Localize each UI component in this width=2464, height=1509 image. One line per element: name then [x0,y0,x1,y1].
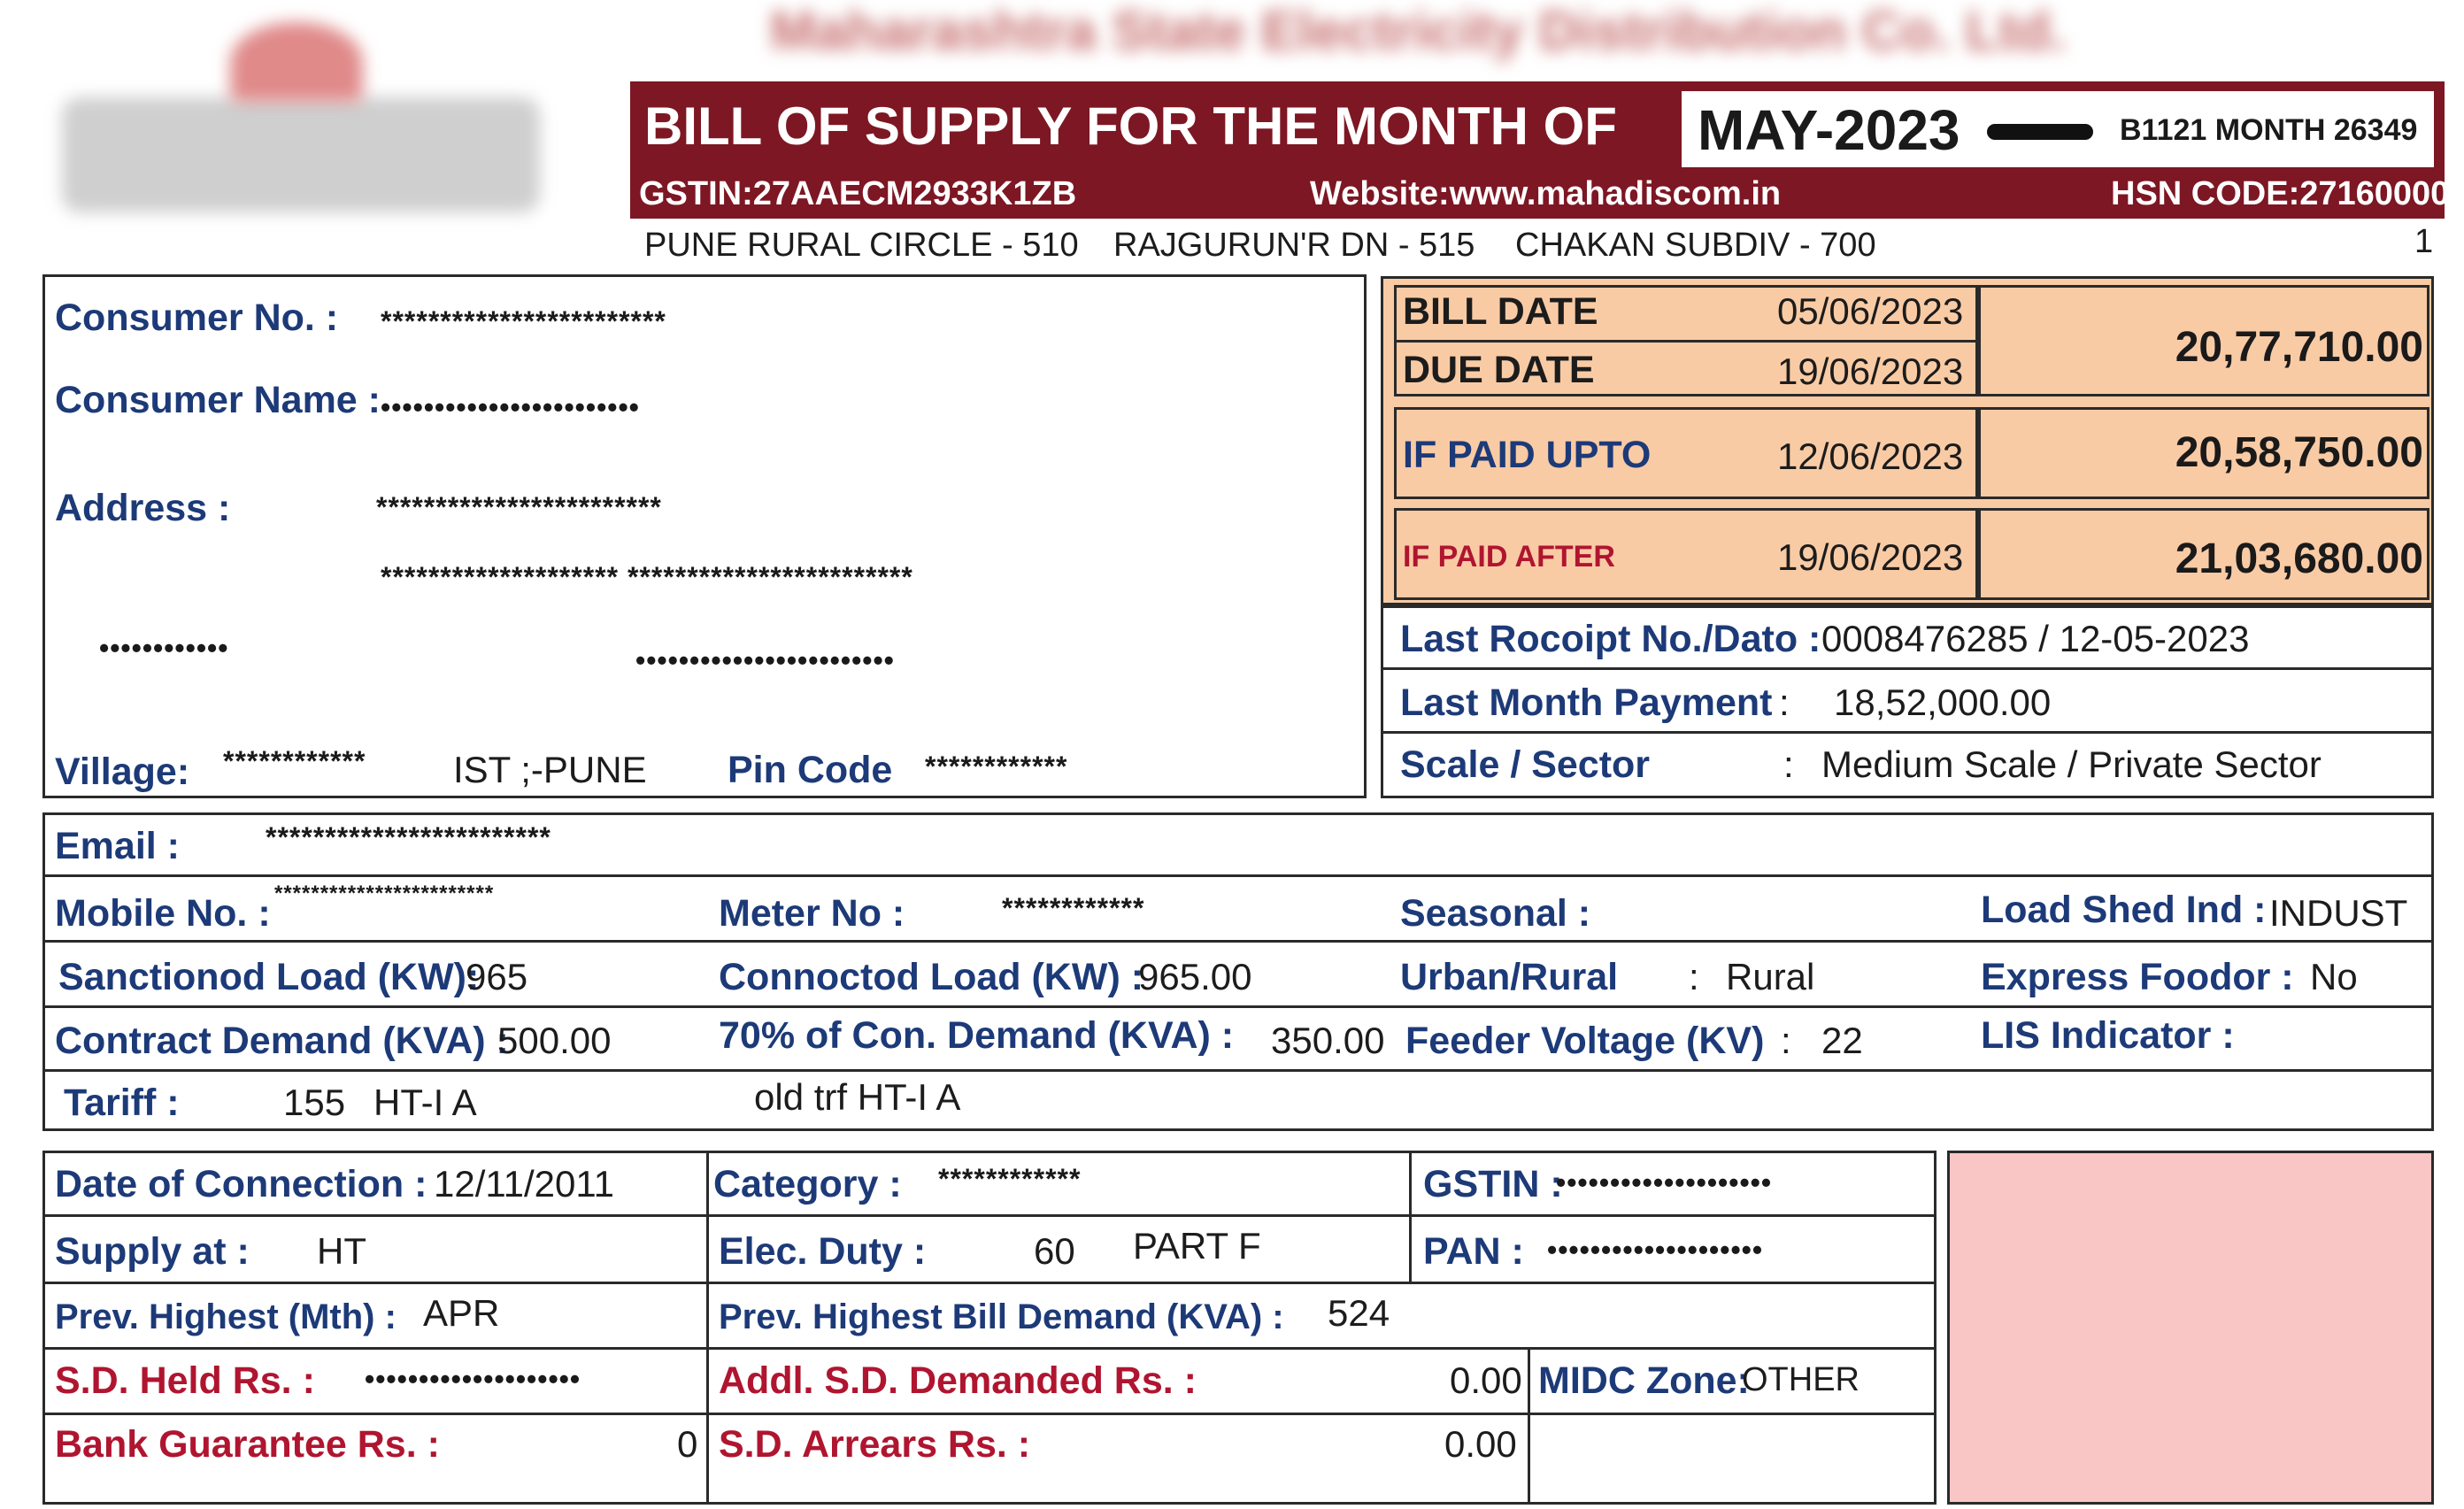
sd-held-label: S.D. Held Rs. : [55,1359,315,1402]
hsn-code: HSN CODE:27160000 [2111,175,2450,212]
express-feeder-value: No [2310,956,2358,997]
page-number: 1 [2414,223,2434,260]
connected-load-label: Connoctod Load (KW) : [719,956,1144,998]
paid-after-amount: 21,03,680.00 [2175,535,2423,582]
division: RAJGURUN'R DN - 515 [1113,227,1475,264]
feeder-voltage-label: Feeder Voltage (KV) [1405,1020,1765,1062]
scale-sector-sep: : [1783,743,1794,785]
last-payment-value: 18,52,000.00 [1834,681,2052,723]
company-logo [62,97,540,212]
bank-guarantee-label: Bank Guarantee Rs. : [55,1423,440,1466]
load-shed-value: INDUST [2269,892,2408,934]
pin-code-value: ************ [925,751,1068,782]
seventy-percent-value: 350.00 [1271,1020,1385,1061]
seasonal-label: Seasonal : [1400,892,1591,935]
bill-number: B1121 MONTH 26349 [2120,113,2418,147]
consumer-box [42,274,1367,798]
subdivision: CHAKAN SUBDIV - 700 [1515,227,1876,264]
address-line-3b: •••••••••••••••••••••••• [635,644,895,676]
due-date-label: DUE DATE [1403,349,1595,391]
sanctioned-load-value: 965 [466,956,528,997]
express-feeder-label: Express Foodor : [1981,956,2294,998]
bill-title: BILL OF SUPPLY FOR THE MONTH OF [644,96,1617,156]
last-payment-sep: : [1779,681,1790,723]
prev-highest-value: APR [423,1292,500,1334]
last-receipt-value: 0008476285 / 12-05-2023 [1821,618,2250,659]
mobile-value: ************************ [274,882,495,905]
paid-after-label: IF PAID AFTER [1403,540,1615,574]
tariff-code: 155 [283,1082,346,1123]
gstin-label: GSTIN : [1423,1163,1563,1205]
circle: PUNE RURAL CIRCLE - 510 [644,227,1079,264]
pan-label: PAN : [1423,1230,1524,1273]
scale-sector-value: Medium Scale / Private Sector [1821,743,2322,785]
gstin-header: GSTIN:27AAECM2933K1ZB [639,175,1077,212]
prev-bill-demand-value: 524 [1328,1292,1390,1334]
stamp-area [1947,1151,2434,1505]
prev-highest-label: Prev. Highest (Mth) : [55,1297,397,1336]
connected-load-value: 965.00 [1138,956,1252,997]
sd-held-value: •••••••••••••••••••• [365,1363,581,1395]
email-value: ************************ [266,821,551,853]
consumer-no-value: ************************ [381,305,666,337]
consumer-no-label: Consumer No. : [55,296,339,339]
redaction-mark [1987,124,2093,140]
bill-amount: 20,77,710.00 [2175,324,2423,371]
tariff-value: HT-I A [373,1082,477,1123]
contract-demand-label: Contract Demand (KVA) : [55,1020,509,1062]
old-tariff: old trf HT-I A [754,1076,961,1118]
last-receipt-label: Last Rocoipt No./Dato : [1400,618,1821,660]
category-label: Category : [713,1163,902,1205]
paid-upto-date: 12/06/2023 [1777,435,1964,477]
due-date-value: 19/06/2023 [1777,350,1964,392]
pan-value: •••••••••••••••••••• [1547,1234,1764,1266]
sd-arrears-value: 0.00 [1444,1423,1517,1465]
feeder-voltage-value: 22 [1821,1020,1863,1061]
supply-at-label: Supply at : [55,1230,250,1273]
date-of-connection-label: Date of Connection : [55,1163,427,1205]
gstin-value: •••••••••••••••••••• [1556,1166,1773,1198]
meter-no-label: Meter No : [719,892,905,935]
load-shed-label: Load Shed Ind : [1981,889,2267,931]
midc-zone-value: OTHER [1742,1361,1860,1398]
feeder-voltage-sep: : [1781,1020,1791,1061]
logo-mark [230,22,363,102]
lis-indicator-label: LIS Indicator : [1981,1014,2235,1057]
village-label: Village: [55,751,190,793]
addl-sd-value: 0.00 [1450,1359,1522,1401]
urban-rural-sep: : [1689,956,1699,997]
bill-month: MAY-2023 [1698,98,1960,162]
bill-date-value: 05/06/2023 [1777,290,1964,332]
website[interactable]: Website:www.mahadiscom.in [1310,175,1782,212]
seventy-percent-label: 70% of Con. Demand (KVA) : [719,1014,1235,1057]
pin-code-label: Pin Code [728,749,893,791]
address-line-1: ************************ [376,491,662,523]
last-payment-label: Last Month Payment [1400,681,1773,724]
category-value: ************ [938,1163,1082,1195]
bank-guarantee-value: 0 [677,1423,698,1465]
midc-zone-label: MIDC Zone: [1538,1359,1750,1402]
supply-at-value: HT [317,1230,366,1272]
elec-duty-part: PART F [1133,1225,1261,1266]
address-line-3a: •••••••••••• [99,632,229,664]
urban-rural-label: Urban/Rural [1400,956,1619,998]
urban-rural-value: Rural [1726,956,1815,997]
sanctioned-load-label: Sanctionod Load (KW): [58,956,480,998]
bill-date-label: BILL DATE [1403,290,1598,333]
village-value: IST ;-PUNE [453,749,647,790]
sd-arrears-label: S.D. Arrears Rs. : [719,1423,1031,1466]
elec-duty-value: 60 [1034,1230,1075,1272]
paid-upto-amount: 20,58,750.00 [2175,429,2423,476]
tariff-label: Tariff : [64,1082,180,1124]
address-line-2: ******************** ************************ [381,561,913,593]
prev-bill-demand-label: Prev. Highest Bill Demand (KVA) : [719,1297,1284,1336]
consumer-name-value: •••••••••••••••••••••••• [381,391,640,423]
addl-sd-label: Addl. S.D. Demanded Rs. : [719,1359,1197,1402]
scale-sector-label: Scale / Sector [1400,743,1651,786]
paid-after-date: 19/06/2023 [1777,536,1964,578]
company-name: Maharashtra State Electricity Distribution Co. Ltd. [770,1,2067,62]
date-of-connection-value: 12/11/2011 [434,1163,614,1205]
mobile-label: Mobile No. : [55,892,271,935]
village-mask: ************ [223,745,366,777]
elec-duty-label: Elec. Duty : [719,1230,927,1273]
consumer-name-label: Consumer Name : [55,379,381,421]
address-label: Address : [55,487,231,529]
contract-demand-value: 500.00 [497,1020,612,1061]
meter-no-value: ************ [1002,892,1145,924]
paid-upto-label: IF PAID UPTO [1403,434,1652,476]
email-label: Email : [55,825,180,867]
